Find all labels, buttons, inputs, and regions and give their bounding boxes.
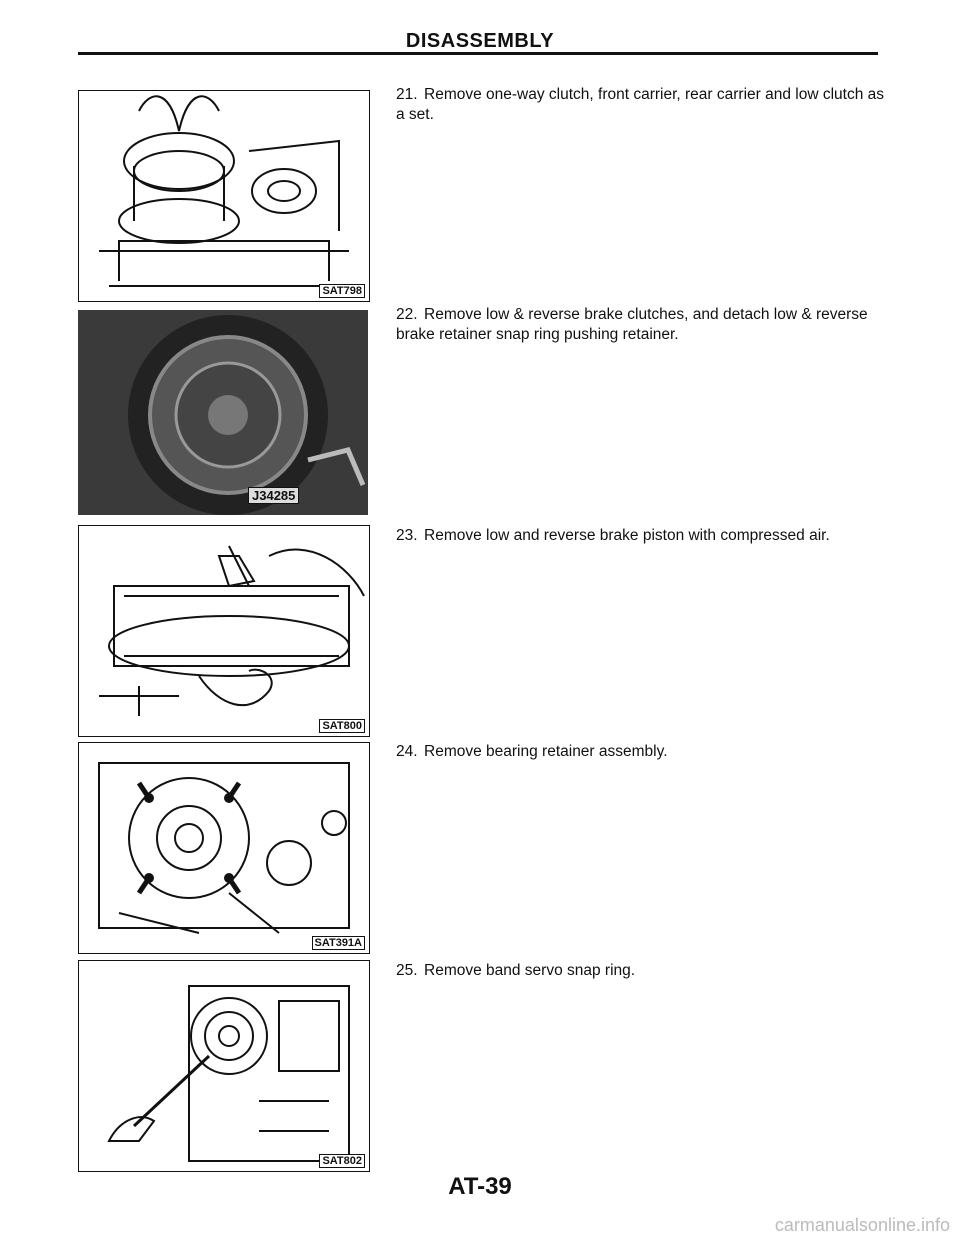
step-22 (396, 305, 886, 345)
figure-sat800 (78, 525, 370, 737)
photo-transmission-case (78, 310, 368, 515)
illustration-clutch-assembly-removal (79, 91, 369, 301)
step-number: 24. (396, 743, 418, 760)
step-number: 23. (396, 527, 418, 544)
step-text: Remove bearing retainer assembly. (424, 743, 668, 760)
step-25 (396, 961, 886, 981)
step-text: Remove low & reverse brake clutches, and detach low & reverse brake retainer snap ring pushing retainer. (396, 306, 868, 343)
figure-sat802 (78, 960, 370, 1172)
page-header-title: DISASSEMBLY (405, 30, 555, 52)
tool-number-tag: J34285 (248, 487, 299, 504)
illustration-compressed-air-piston (79, 526, 369, 736)
step-number: 21. (396, 86, 418, 103)
illustration-band-servo-snap-ring (79, 961, 369, 1171)
header-rule (78, 52, 878, 55)
page-number: AT-39 (448, 1173, 512, 1200)
step-23 (396, 526, 886, 546)
figure-label: SAT798 (319, 284, 365, 298)
step-number: 25. (396, 962, 418, 979)
figure-sat391a (78, 742, 370, 954)
figure-label: SAT800 (319, 719, 365, 733)
step-text: Remove low and reverse brake piston with compressed air. (424, 527, 830, 544)
step-text: Remove band servo snap ring. (424, 962, 636, 979)
watermark[interactable]: carmanualsonline.info (774, 1215, 950, 1235)
step-number: 22. (396, 306, 418, 323)
step-24 (396, 742, 886, 762)
illustration-bearing-retainer (79, 743, 369, 953)
step-text: Remove one-way clutch, front carrier, rear carrier and low clutch as a set. (396, 86, 885, 123)
figure-label: SAT391A (312, 936, 365, 950)
photo-brake-clutches (78, 310, 368, 515)
step-21 (396, 85, 886, 125)
figure-sat798 (78, 90, 370, 302)
figure-label: SAT802 (319, 1154, 365, 1168)
